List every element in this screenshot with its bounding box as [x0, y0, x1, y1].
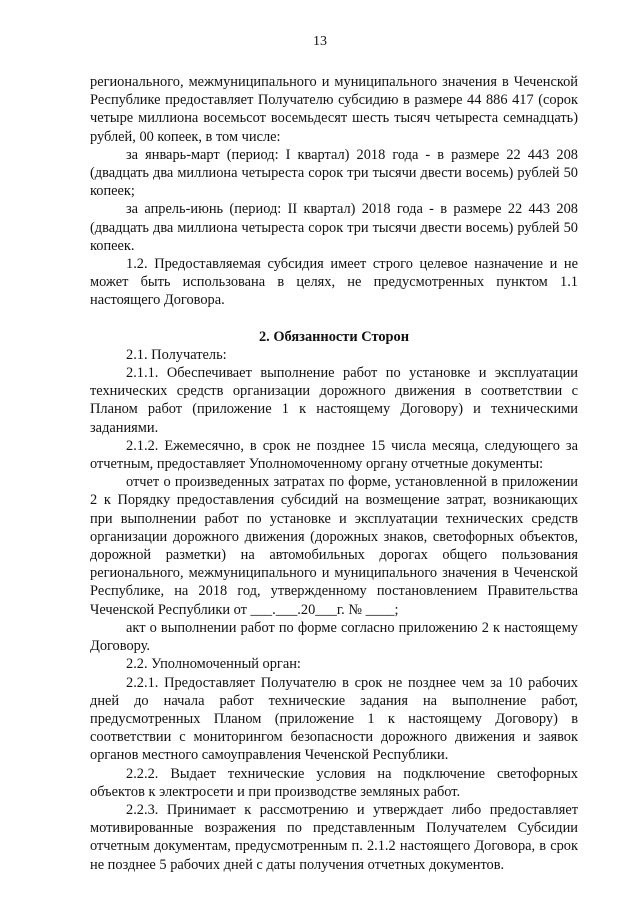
section-heading-obligations: 2. Обязанности Сторон [258, 328, 410, 345]
paragraph-act: акт о выполнении работ по форме согласно приложению 2 к настоящему Договору. [90, 619, 578, 655]
paragraph-2-2: 2.2. Уполномоченный орган: [126, 656, 301, 673]
paragraph-2-2-1: 2.2.1. Предоставляет Получателю в срок не позднее чем за 10 рабочих дней до начала работ технические задания на выполнение работ, предусмотренных Планом (приложение 1 к настоящему Договору) в соответствии с мониторингом безопасности дорожного движения и заявок органов местного самоуправления Чеченской Республики. [90, 674, 578, 764]
paragraph-report: отчет о произведенных затратах по форме, установленной в приложении 2 к Порядку предоставления субсидий на возмещение затрат, возникающих при выполнении работ по установке и эксплуатации технических средств организации дорожного движения (дорожных знаков, светофорных объектов, дорожной разметки) на автомобильных дорогах общего пользования регионального, межмуниципального и муниципального значения в Чеченской Республике, на 2018 год, утвержденному постановлением Правительства Чеченской Республики от ___.___.20___г. № ____; [90, 474, 578, 618]
page-number: 13 [313, 34, 327, 49]
spacer [90, 310, 578, 328]
paragraph-2-1: 2.1. Получатель: [126, 346, 227, 363]
paragraph-2-2-3: 2.2.3. Принимает к рассмотрению и утверждает либо предоставляет мотивированные возражения по представленным Получателем Субсидии отчетным документам, предусмотренным п. 2.1.2 настоящего Договора, в срок не позднее 5 рабочих дней с даты получения отчетных документов. [90, 801, 578, 873]
paragraph-q1-amount: за январь-март (период: I квартал) 2018 года - в размере 22 443 208 (двадцать два миллиона четыреста сорок три тысячи двести восемь) рублей 50 копеек; [90, 146, 578, 200]
paragraph-2-1-1: 2.1.1. Обеспечивает выполнение работ по установке и эксплуатации технических средств организации дорожного движения в соответствии с Планом работ (приложение 1 к настоящему Договору) и техническими заданиями. [90, 365, 578, 436]
paragraph-subsidy-amount: регионального, межмуниципального и муниципального значения в Чеченской Республике предоставляет Получателю субсидию в размере 44 886 417 (сорок четыре миллиона восемьсот восемьдесят шесть тысяч четыреста семнадцать) рублей, 00 копеек, в том числе: [90, 74, 578, 145]
paragraph-1-2: 1.2. Предоставляемая субсидия имеет строго целевое назначение и не может быть использована в целях, не предусмотренных пунктом 1.1 настоящего Договора. [90, 256, 578, 309]
paragraph-2-1-2: 2.1.2. Ежемесячно, в срок не позднее 15 числа месяца, следующего за отчетным, предоставляет Уполномоченному органу отчетные документы: [90, 437, 578, 473]
paragraph-2-2-2: 2.2.2. Выдает технические условия на подключение светофорных объектов к электросети и при производстве земляных работ. [90, 765, 578, 800]
document-body [90, 73, 578, 874]
paragraph-q2-amount: за апрель-июнь (период: II квартал) 2018 года - в размере 22 443 208 (двадцать два миллиона четыреста сорок три тысячи двести восемь) рублей 50 копеек. [90, 201, 578, 254]
